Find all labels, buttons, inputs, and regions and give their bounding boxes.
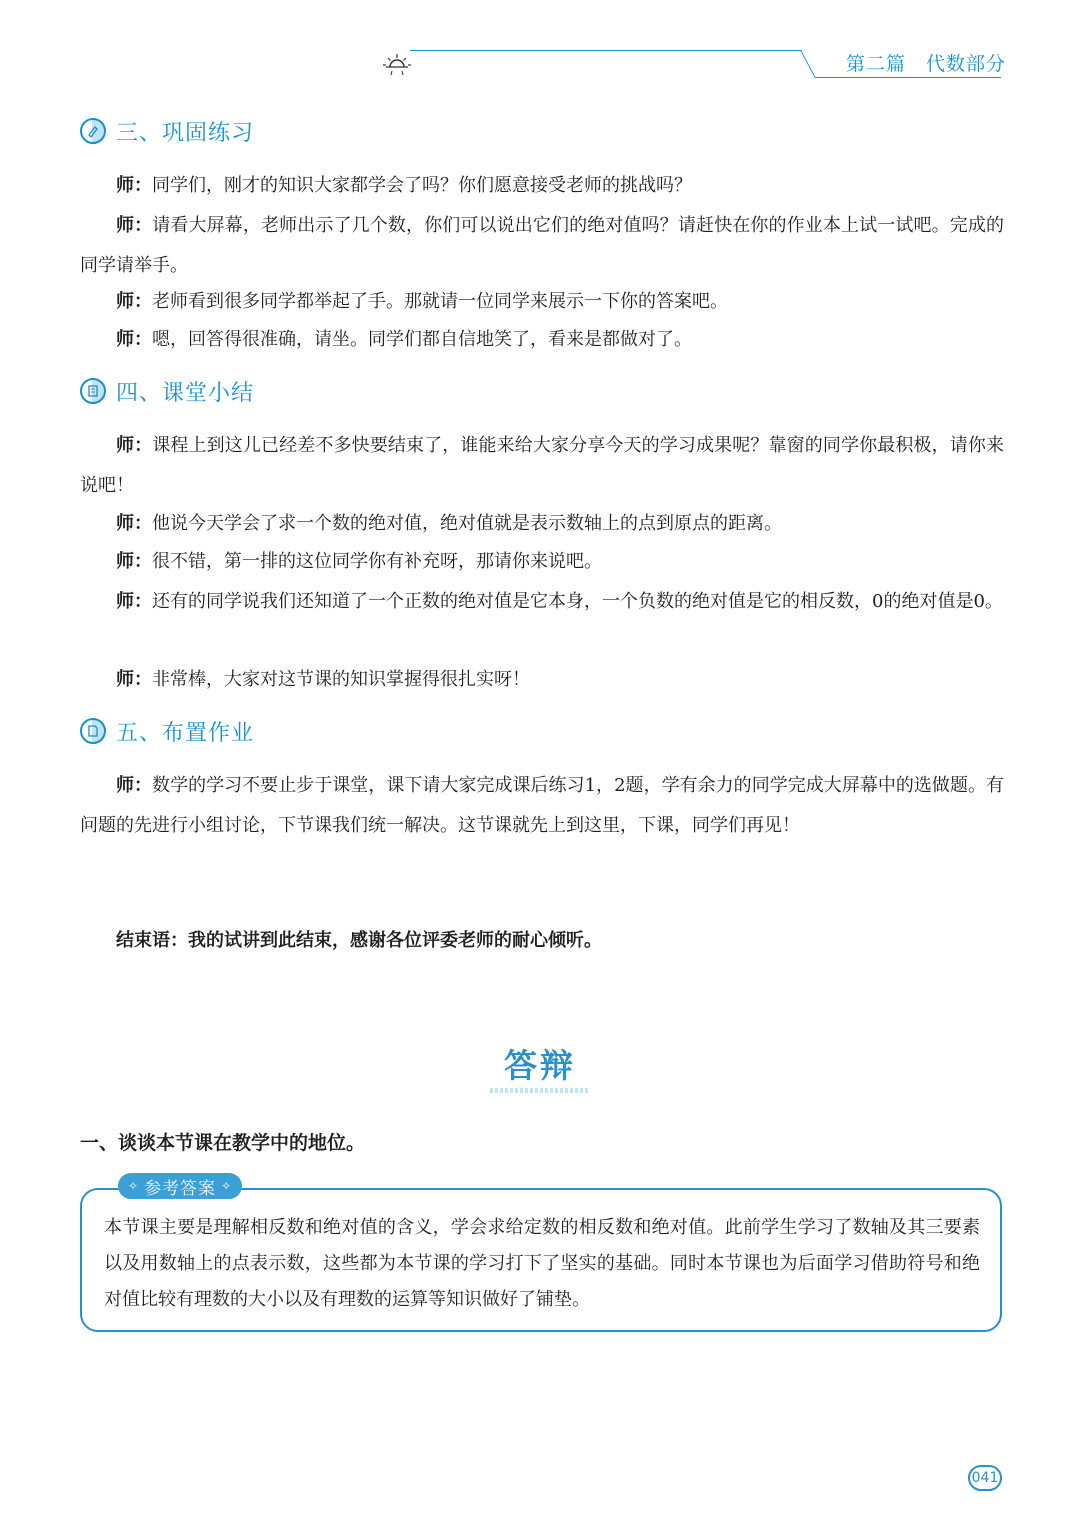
pencil-icon — [80, 118, 106, 144]
closing-remark: 结束语：我的试讲到此结束，感谢各位评委老师的耐心倾听。 — [116, 930, 602, 951]
paragraph: 师：数学的学习不要止步于课堂，课下请大家完成课后练习1，2题，学有余力的同学完成大屏幕中的选做题。有问题的先进行小组讨论，下节课我们统一解决。这节课就先上到这里，下课，同学们再见！ — [80, 775, 1004, 836]
answer-text: 本节课主要是理解相反数和绝对值的含义，学会求给定数的相反数和绝对值。此前学生学习了数轴及其三要素以及用数轴上的点表示数，这些都为本节课的学习打下了坚实的基础。同时本节课也为后面学习借助符号和绝对值比较有理数的大小以及有理数的运算等知识做好了铺垫。 — [104, 1217, 980, 1310]
section-title: 五、布置作业 — [116, 720, 255, 746]
chapter-title: 第二篇 代数部分 — [846, 53, 1007, 75]
paragraph: 师：老师看到很多同学都举起了手。那就请一位同学来展示一下你的答案吧。 — [116, 291, 728, 312]
header-rule-slant — [800, 50, 848, 78]
paragraph: 师：很不错，第一排的这位同学你有补充呀，那请你来说吧。 — [116, 551, 602, 572]
header-rule — [410, 50, 802, 51]
paragraph: 师：同学们，刚才的知识大家都学会了吗？你们愿意接受老师的挑战吗？ — [116, 175, 692, 196]
paragraph: 师：还有的同学说我们还知道了一个正数的绝对值是它本身，一个负数的绝对值是它的相反数，0的绝对值是0。 — [116, 591, 1003, 612]
answer-tag-label: 参考答案 — [144, 1178, 217, 1199]
defense-title: 答辩 — [504, 1046, 576, 1085]
paragraph: 师：课程上到这儿已经差不多快要结束了，谁能来给大家分享今天的学习成果呢？靠窗的同学你最积极，请你来说吧！ — [80, 435, 1004, 496]
notebook-icon — [80, 378, 106, 404]
paragraph: 师：非常棒，大家对这节课的知识掌握得很扎实呀！ — [116, 669, 530, 690]
star-icon: ✧ — [128, 1179, 140, 1193]
star-icon: ✧ — [221, 1179, 233, 1193]
section-heading — [80, 116, 254, 146]
paragraph: 师：他说今天学会了求一个数的绝对值，绝对值就是表示数轴上的点到原点的距离。 — [116, 513, 782, 534]
section-title: 四、课堂小结 — [116, 380, 255, 406]
section-heading — [80, 716, 254, 746]
section-heading — [80, 376, 254, 406]
paragraph: 师：请看大屏幕，老师出示了几个数，你们可以说出它们的绝对值吗？请赶快在你的作业本上试一试吧。完成的同学请举手。 — [80, 215, 1004, 276]
paragraph: 师：嗯，回答得很准确，请坐。同学们都自信地笑了，看来是都做对了。 — [116, 329, 692, 350]
sun-icon — [382, 52, 412, 78]
header-rule-lower — [815, 77, 1001, 78]
answer-tag — [118, 1173, 242, 1199]
defense-question: 一、谈谈本节课在教学中的地位。 — [80, 1132, 366, 1154]
document-icon — [80, 718, 106, 744]
section-title: 三、巩固练习 — [116, 120, 255, 146]
defense-title-underline — [490, 1088, 590, 1093]
page-number: 041 — [968, 1465, 1002, 1491]
